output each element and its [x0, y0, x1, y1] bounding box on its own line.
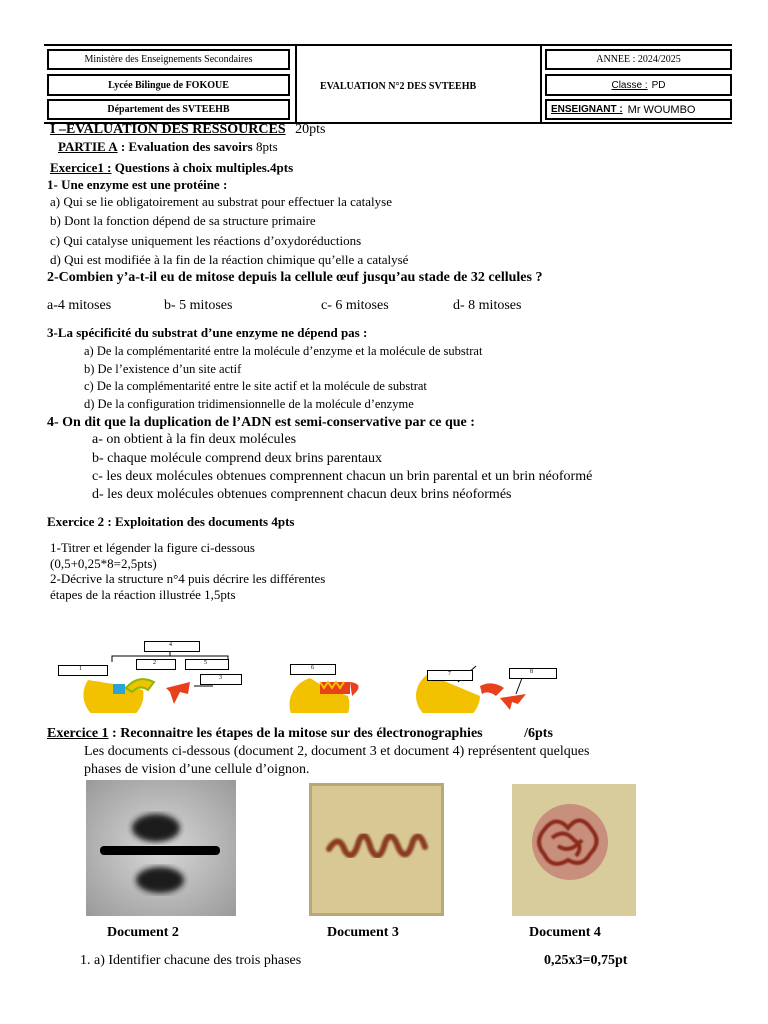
q2-option-a: a-4 mitoses [47, 298, 112, 313]
ex3-title: : Reconnaitre les étapes de la mitose sur des électronographies [112, 726, 483, 741]
q4-option-c: c- les deux molécules obtenues comprennent chacun un brin parental et un brin néoformé [92, 469, 593, 484]
year-cell [545, 49, 732, 70]
product-3a [480, 683, 504, 696]
year-text: ANNEE : 2024/2025 [596, 54, 681, 65]
q2-option-c: c- 6 mitoses [321, 298, 389, 313]
figure-label-box-1 [58, 665, 108, 676]
active-site-1 [113, 684, 125, 694]
q2-question: 2-Combien y’a-t-il eu de mitose depuis la cellule œuf jusqu’au stade de 32 cellules ? [47, 270, 543, 285]
q4-option-a: a- on obtient à la fin deux molécules [92, 432, 297, 447]
q4-option-b: b- chaque molécule comprend deux brins parentaux [92, 451, 383, 466]
class-value: PD [651, 79, 666, 91]
figure-label-1: 1 [79, 666, 82, 672]
school-text: Lycée Bilingue de FOKOUE [108, 79, 229, 91]
teacher-value: Mr WOUMBO [627, 103, 696, 116]
q2-option-d: d- 8 mitoses [453, 298, 522, 313]
q1-option-c: c) Qui catalyse uniquement les réactions d’oxydoréductions [50, 233, 362, 248]
ministry-cell [47, 49, 290, 70]
class-label: Classe : [611, 79, 648, 91]
ex2-title: Exercice 2 : Exploitation des documents 4pts [47, 514, 295, 529]
ex3-question-points: 0,25x3=0,75pt [544, 953, 628, 968]
q4-option-d: d- les deux molécules obtenues comprennent chacun deux brins néoformés [92, 487, 512, 502]
figure-label-4: 4 [169, 642, 172, 648]
q3-option-d: d) De la configuration tridimensionnelle de la molécule d’enzyme [84, 397, 414, 411]
ex3-heading [47, 726, 553, 742]
ex3-points: /6pts [524, 726, 553, 741]
evaluation-title: EVALUATION N°2 DES SVTEEHB [320, 81, 477, 92]
ex3-intro-2: phases de vision d’une cellule d’oignon. [84, 762, 310, 777]
product-3b [500, 694, 526, 710]
redaction-bar [100, 846, 220, 855]
figure-label-2: 2 [153, 660, 156, 666]
q1-option-a: a) Qui se lie obligatoirement au substrat pour effectuer la catalyse [50, 194, 392, 209]
figure-label-box-4 [144, 641, 200, 652]
part-title: : Evaluation des savoirs [120, 139, 253, 154]
figure-label-box-7 [427, 670, 473, 681]
department-cell [47, 99, 290, 120]
section-points: 20pts [295, 122, 326, 137]
section-heading [50, 122, 325, 138]
q3-option-c: c) De la complémentarité entre le site actif et la molécule de substrat [84, 379, 427, 393]
q1-option-d: d) Qui est modifiée à la fin de la réaction chimique qu’elle a catalysé [50, 252, 409, 267]
q3-option-b: b) De l’existence d’un site actif [84, 362, 242, 376]
school-cell [47, 74, 290, 96]
ex3-question-1a: 1. a) Identifier chacune des trois phases [80, 953, 302, 968]
figure-label-box-8 [509, 668, 557, 679]
q2-option-b: b- 5 mitoses [164, 298, 233, 313]
q3-question: 3-La spécificité du substrat d’une enzyme ne dépend pas : [47, 325, 368, 340]
document-4-caption: Document 4 [529, 925, 601, 940]
part-label: PARTIE A [58, 139, 118, 154]
ex3-label: Exercice 1 [47, 726, 109, 741]
ex1-label: Exercice1 : [50, 160, 112, 175]
figure-label-7: 7 [448, 671, 451, 677]
q1-option-b: b) Dont la fonction dépend de sa structure primaire [50, 213, 316, 228]
part-heading [58, 139, 278, 155]
ex3-intro-1: Les documents ci-dessous (document 2, document 3 et document 4) représentent quelques [84, 744, 590, 759]
ministry-text: Ministère des Enseignements Secondaires [84, 54, 253, 65]
document-2-caption: Document 2 [107, 925, 179, 940]
q4-question: 4- On dit que la duplication de l’ADN est semi-conservative par ce que : [47, 415, 475, 430]
document-2-image [86, 780, 236, 916]
figure-label-6: 6 [311, 665, 314, 671]
ex2-line-2: (0,5+0,25*8=2,5pts) [50, 556, 157, 571]
q1-question: 1- Une enzyme est une protéine : [47, 177, 228, 192]
figure-label-5: 5 [204, 660, 207, 666]
teacher-cell [545, 99, 732, 120]
part-points: 8pts [255, 139, 278, 154]
figure-label-box-5 [185, 659, 229, 670]
ex1-heading [50, 160, 293, 176]
document-3-caption: Document 3 [327, 925, 399, 940]
class-cell [545, 74, 732, 96]
document-3-image [309, 783, 444, 916]
figure-label-3: 3 [219, 675, 222, 681]
department-text: Département des SVTEEHB [107, 104, 230, 115]
ex1-title: Questions à choix multiples.4pts [114, 160, 294, 175]
ex2-line-3: 2-Décrive la structure n°4 puis décrire les différentes [50, 571, 326, 586]
ex2-line-1: 1-Titrer et légender la figure ci-dessous [50, 540, 255, 555]
figure-label-box-6 [290, 664, 336, 675]
product-1 [166, 682, 190, 704]
q3-option-a: a) De la complémentarité entre la molécule d’enzyme et la molécule de substrat [84, 344, 483, 358]
document-4-image [512, 784, 636, 916]
figure-label-box-2 [136, 659, 176, 670]
teacher-label: ENSEIGNANT : [551, 104, 623, 115]
figure-label-8: 8 [530, 669, 533, 675]
ex2-line-4: étapes de la réaction illustrée 1,5pts [50, 587, 236, 602]
section-title: I –EVALUATION DES RESSOURCES [50, 122, 286, 137]
figure-label-box-3 [200, 674, 242, 685]
